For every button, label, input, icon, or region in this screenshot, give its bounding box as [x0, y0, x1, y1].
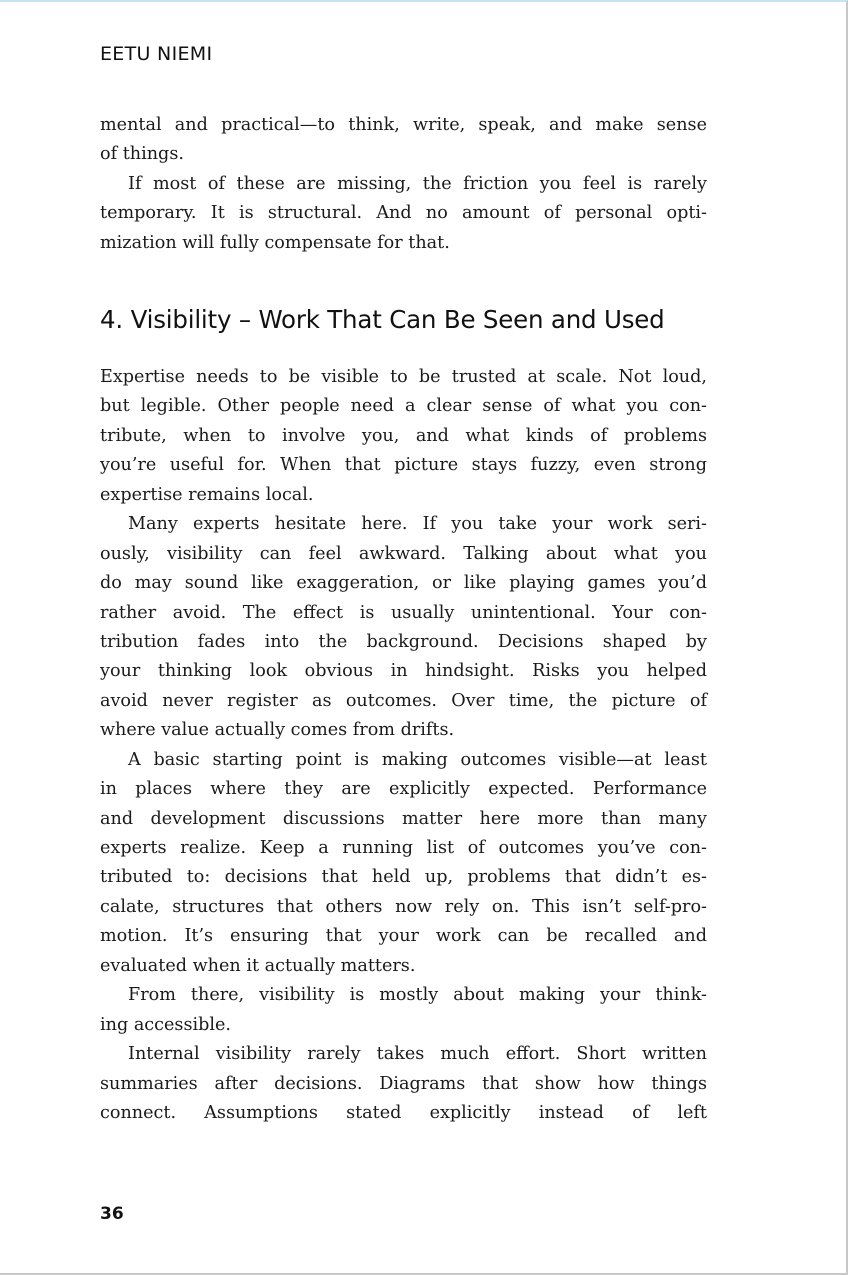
paragraph	[100, 111, 707, 170]
body-text-top	[100, 111, 707, 258]
text-line: temporary. It is structural. And no amount of personal opti-	[100, 203, 707, 224]
paragraph	[100, 363, 707, 510]
paragraph	[100, 170, 707, 258]
text-line: where value actually comes from drifts.	[100, 720, 455, 741]
text-line: Internal visibility rarely takes much effort. Short written	[128, 1044, 707, 1065]
paragraph	[100, 981, 707, 1040]
text-line: expertise remains local.	[100, 484, 314, 505]
text-line: evaluated when it actually matters.	[100, 955, 416, 976]
text-line: Expertise needs to be visible to be trusted at scale. Not loud,	[100, 367, 707, 387]
text-line: tribute, when to involve you, and what kinds of problems	[100, 425, 707, 446]
text-line: motion. It’s ensuring that your work can be recalled and	[100, 926, 707, 947]
text-line: rather avoid. The effect is usually unintentional. Your con-	[100, 602, 707, 623]
text-line: of things.	[100, 144, 184, 165]
text-line: mization will fully compensate for that.	[100, 232, 450, 253]
text-line: ing accessible.	[100, 1014, 231, 1035]
text-line: From there, visibility is mostly about making your think-	[128, 985, 707, 1006]
text-line: mental and practical—to think, write, speak, and make sense	[100, 115, 707, 135]
text-line: Many experts hesitate here. If you take your work seri-	[128, 514, 707, 535]
text-line: tributed to: decisions that held up, problems that didn’t es-	[100, 867, 707, 888]
text-line: ously, visibility can feel awkward. Talking about what you	[100, 543, 707, 564]
body-text-section	[100, 363, 707, 1128]
text-line: do may sound like exaggeration, or like playing games you’d	[100, 573, 707, 594]
text-line: tribution fades into the background. Decisions shaped by	[100, 631, 707, 652]
text-line: your thinking look obvious in hindsight. Risks you helped	[100, 661, 707, 682]
text-line: summaries after decisions. Diagrams that show how things	[100, 1073, 707, 1094]
text-line: calate, structures that others now rely on. This isn’t self-pro-	[100, 896, 707, 917]
text-line: A basic starting point is making outcomes visible—at least	[128, 749, 707, 770]
paragraph	[100, 746, 707, 982]
text-line: but legible. Other people need a clear sense of what you con-	[100, 396, 707, 417]
text-line: and development discussions matter here more than many	[100, 808, 707, 829]
section-heading: 4. Visibility – Work That Can Be Seen and Used	[100, 305, 665, 334]
text-line: you’re useful for. When that picture stays fuzzy, even strong	[100, 455, 707, 476]
running-head: EETU NIEMI	[100, 43, 213, 65]
text-line: If most of these are missing, the friction you feel is rarely	[128, 173, 707, 194]
page-number: 36	[100, 1204, 124, 1224]
paragraph	[100, 1040, 707, 1128]
text-line: experts realize. Keep a running list of outcomes you’ve con-	[100, 838, 707, 858]
text-line: in places where they are explicitly expected. Performance	[100, 779, 707, 800]
paragraph	[100, 510, 707, 746]
text-line: avoid never register as outcomes. Over time, the picture of	[100, 690, 707, 711]
text-line: connect. Assumptions stated explicitly instead of left	[100, 1102, 707, 1123]
